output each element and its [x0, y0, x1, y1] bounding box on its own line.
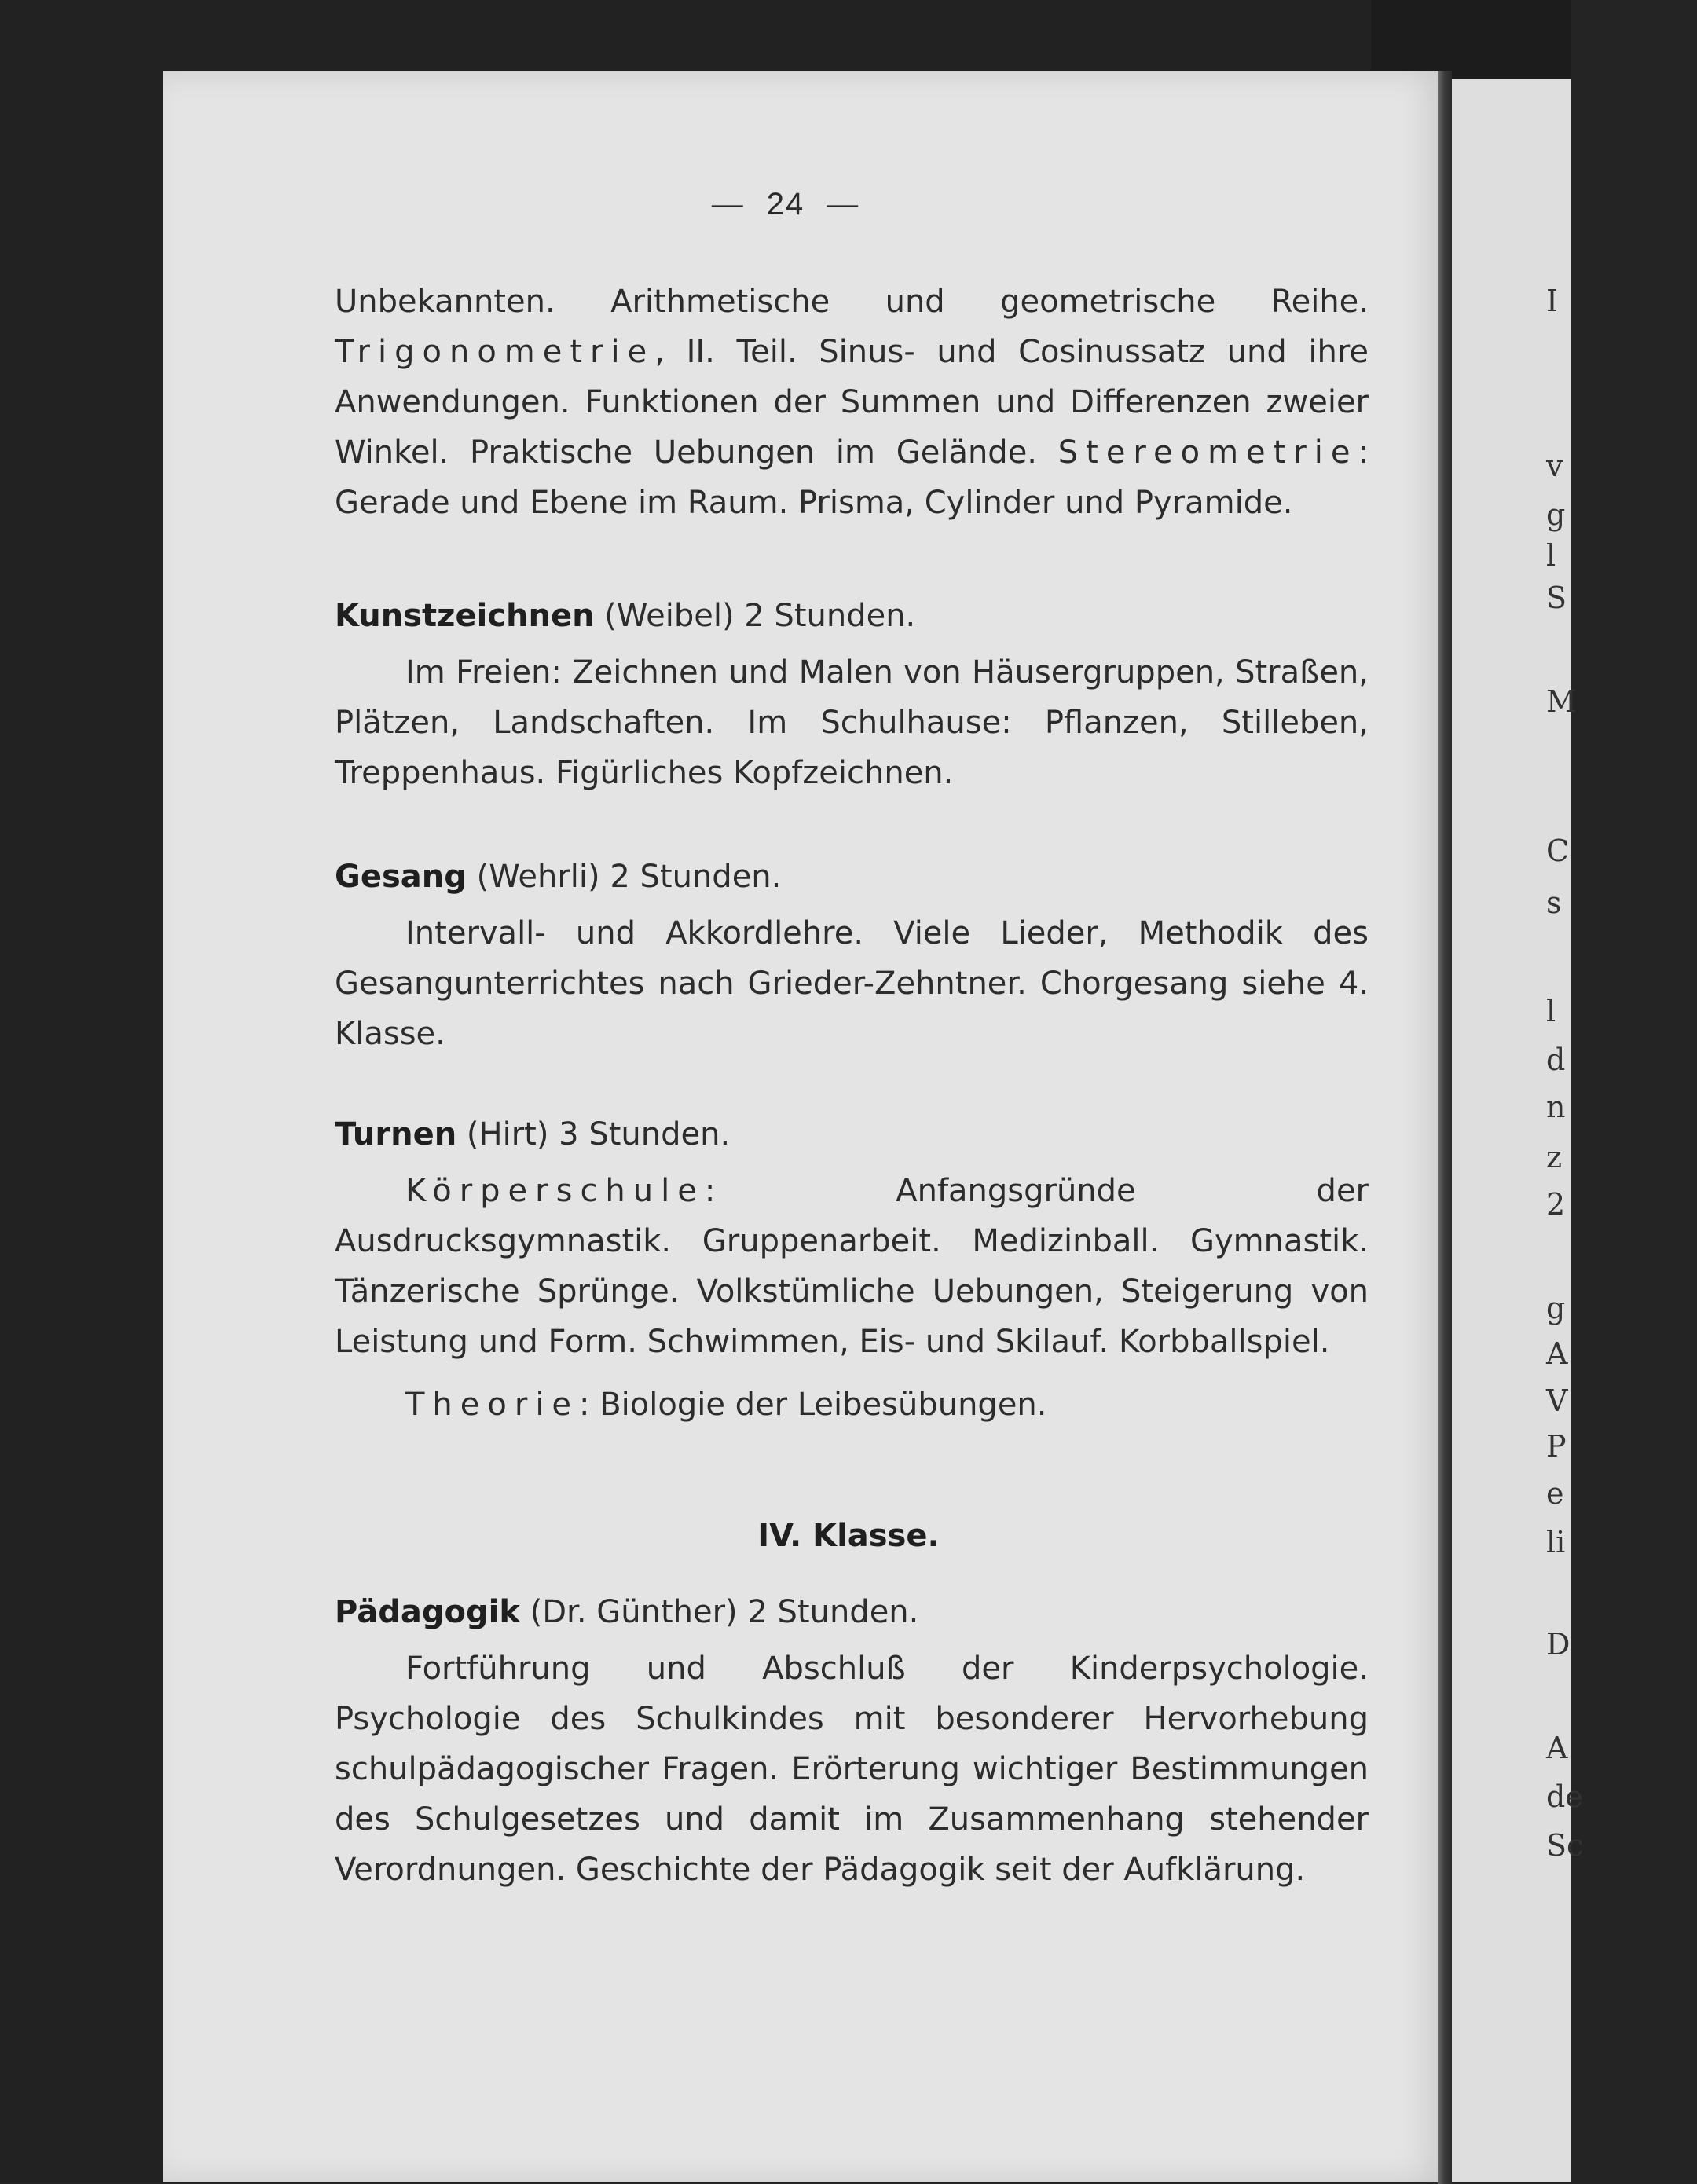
book-gutter: [1438, 71, 1452, 2184]
trigonometrie-term: Trigonometrie: [335, 334, 655, 370]
stereometrie-term: Stereometrie: [1057, 434, 1358, 471]
next-page-letter: P: [1546, 1429, 1567, 1464]
intro-text-2: , II. Teil. Sinus- und Cosinussatz und ihre Anwendungen. Funktionen der Summen und Differenzen zweier Winkel. Praktische Uebungen im Gelände.: [335, 334, 1369, 471]
theorie-term: Theorie: [405, 1387, 580, 1423]
koerperschule-term: Körperschule: [405, 1173, 705, 1209]
next-page-letter: M: [1546, 684, 1577, 719]
next-page-letter: v: [1546, 449, 1563, 483]
next-page-letter: n: [1546, 1090, 1566, 1124]
next-page-letter: Sc: [1546, 1828, 1584, 1863]
next-page-letter: C: [1546, 834, 1570, 868]
page-number-dash-left: —: [711, 187, 745, 222]
intro-paragraph: [335, 277, 1369, 528]
klasse-heading: IV. Klasse.: [757, 1518, 940, 1554]
turnen-body-text: : Anfangsgründe der Ausdrucksgymnastik. Gruppenarbeit. Medizinball. Gymnastik. Tänzerische Sprünge. Volkstümliche Uebungen, Steigerung von Leistung und Form. Schwimmen, Eis- und Skilauf. Korbballspiel.: [335, 1173, 1369, 1360]
next-page-letter: s: [1546, 885, 1562, 920]
turnen-meta: (Hirt) 3 Stunden.: [456, 1116, 731, 1152]
turnen-heading: [335, 1109, 1369, 1160]
next-page-letter: de: [1546, 1779, 1583, 1814]
paedagogik-body: Fortführung und Abschluß der Kinderpsychologie. Psychologie des Schulkindes mit besonderer Hervorhebung schulpädagogischer Fragen. Erörterung wichtiger Bestimmungen des Schulgesetzes und damit im Zusammenhang stehender Verordnungen. Geschichte der Pädagogik seit der Aufklärung.: [335, 1651, 1369, 1888]
next-page-letter: 2: [1546, 1187, 1566, 1222]
gesang-title: Gesang: [335, 859, 467, 895]
kunstzeichnen-meta: (Weibel) 2 Stunden.: [594, 598, 916, 634]
theorie-text: : Biologie der Leibesübungen.: [579, 1387, 1047, 1423]
kunstzeichnen-title: Kunstzeichnen: [335, 598, 595, 634]
page-number-value: 24: [766, 187, 805, 222]
next-page-letter: V: [1546, 1383, 1568, 1418]
gesang-heading: [335, 852, 1369, 902]
next-page-letter: li: [1546, 1525, 1566, 1559]
page-number: [0, 187, 1571, 234]
intro-text-3: : Gerade und Ebene im Raum. Prisma, Cylinder und Pyramide.: [335, 434, 1369, 521]
kunstzeichnen-heading: [335, 591, 1369, 641]
next-page-letter: D: [1546, 1627, 1571, 1662]
page-number-dash-right: —: [827, 187, 860, 222]
next-page-letter: z: [1546, 1140, 1563, 1174]
next-page-letter: g: [1546, 1291, 1566, 1325]
turnen-title: Turnen: [335, 1116, 457, 1152]
intro-text-1: Unbekannten. Arithmetische und geometrische Reihe.: [335, 284, 1369, 320]
gesang-meta: (Wehrli) 2 Stunden.: [466, 859, 782, 895]
paedagogik-title: Pädagogik: [335, 1594, 520, 1630]
next-page-letter: A: [1546, 1336, 1568, 1371]
turnen-body: [335, 1166, 1369, 1367]
next-page-letter: l: [1546, 538, 1556, 573]
theorie-line: [335, 1380, 1369, 1430]
next-page-letter: g: [1546, 497, 1566, 532]
next-page-letter: d: [1546, 1043, 1566, 1077]
next-page-letter: l: [1546, 994, 1556, 1028]
gesang-body: Intervall- und Akkordlehre. Viele Lieder, Methodik des Gesangunterrichtes nach Grieder-Zehntner. Chorgesang siehe 4. Klasse.: [335, 915, 1369, 1052]
paedagogik-heading: [335, 1587, 1369, 1637]
next-page-letter: I: [1546, 284, 1559, 318]
paedagogik-meta: (Dr. Günther) 2 Stunden.: [519, 1594, 919, 1630]
kunstzeichnen-body: Im Freien: Zeichnen und Malen von Häusergruppen, Straßen, Plätzen, Landschaften. Im Schulhause: Pflanzen, Stilleben, Treppenhaus. Figürliches Kopfzeichnen.: [335, 654, 1369, 791]
next-page-letter: e: [1546, 1476, 1564, 1511]
next-page-letter: A: [1546, 1731, 1568, 1765]
next-page-letter: S: [1546, 581, 1567, 615]
